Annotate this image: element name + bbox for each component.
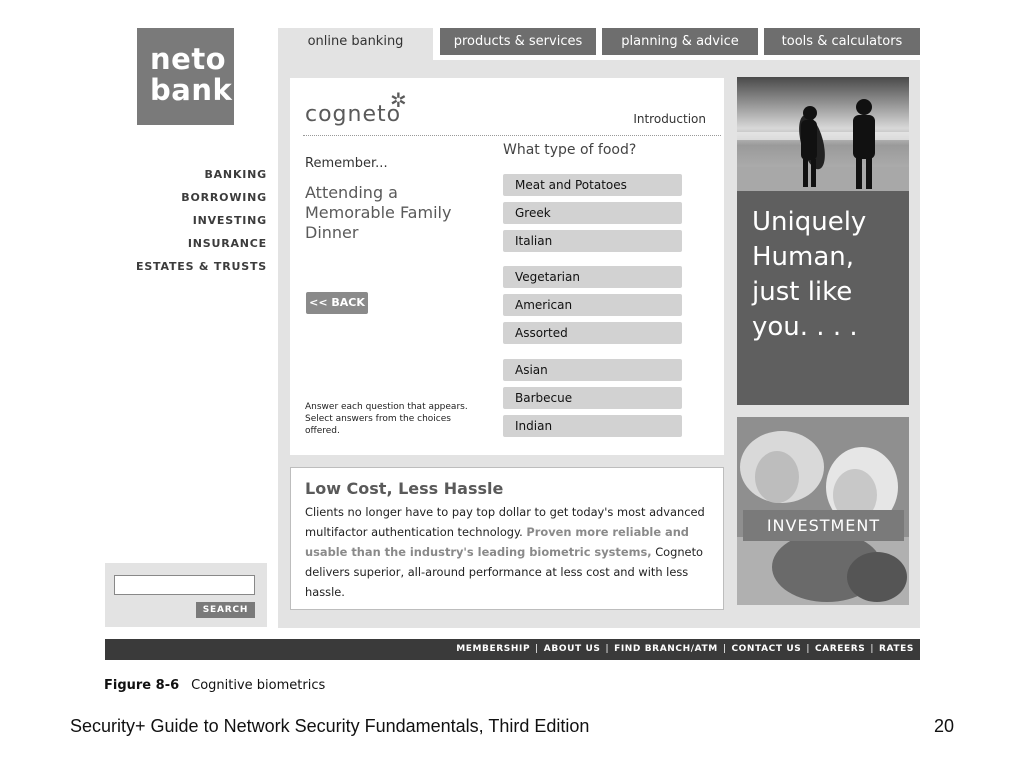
answer-option[interactable]: Asian (503, 359, 682, 381)
low-cost-text-2: Cogneto delivers superior, all-around performance at less cost and with less hassle. (305, 545, 704, 599)
tab-tools-calculators[interactable]: tools & calculators (764, 28, 920, 55)
sidenav-item-insurance[interactable]: INSURANCE (187, 237, 267, 250)
tab-planning-advice[interactable]: planning & advice (602, 28, 758, 55)
page-number: 20 (933, 716, 954, 736)
answer-option[interactable]: Assorted (503, 322, 682, 344)
netobank-logo[interactable] (137, 28, 234, 125)
tab-products-services[interactable]: products & services (440, 28, 596, 55)
footer-link-careers[interactable]: CAREERS (814, 644, 866, 654)
sidenav-item-investing[interactable]: INVESTING (192, 214, 267, 227)
answer-option[interactable]: Greek (503, 202, 682, 224)
sidenav-item-borrowing[interactable]: BORROWING (181, 191, 267, 204)
tab-online-banking[interactable]: online banking (278, 28, 433, 60)
divider (303, 135, 721, 136)
low-cost-text-1: Clients no longer have to pay top dollar to get today's most advanced multifactor authentication technology. (305, 505, 705, 539)
investment-link[interactable]: INVESTMENT (743, 510, 904, 541)
answer-option[interactable]: Vegetarian (503, 266, 682, 288)
footer-link-about-us[interactable]: ABOUT US (543, 644, 601, 654)
remember-label: Remember... (305, 156, 388, 171)
cogneto-star-icon: ✲ (390, 88, 407, 112)
sidenav-item-banking[interactable]: BANKING (204, 168, 267, 181)
figure-number: Figure 8-6 (104, 678, 180, 693)
logo-line2: bank (150, 73, 233, 107)
answer-option[interactable]: American (503, 294, 682, 316)
footer-link-contact-us[interactable]: CONTACT US (731, 644, 802, 654)
figure-caption (104, 678, 325, 693)
question-label: What type of food? (503, 142, 637, 158)
beach-surfers-image (737, 77, 909, 191)
search-input[interactable] (114, 575, 255, 595)
answer-option[interactable]: Meat and Potatoes (503, 174, 682, 196)
answer-option[interactable]: Barbecue (503, 387, 682, 409)
low-cost-title: Low Cost, Less Hassle (305, 479, 504, 498)
section-title: Introduction (633, 112, 706, 126)
slide-footer: Security+ Guide to Network Security Fundamentals, Third Edition (70, 716, 590, 736)
sidenav-item-estates-trusts[interactable]: ESTATES & TRUSTS (136, 260, 267, 273)
back-button[interactable]: << BACK (306, 292, 368, 314)
memory-prompt: Attending a Memorable Family Dinner (305, 183, 452, 242)
logo-line1: neto (150, 42, 227, 76)
side-nav (120, 168, 267, 283)
footer-link-rates[interactable]: RATES (879, 644, 914, 654)
help-text: Answer each question that appears. Select answers from the choices offered. (305, 402, 468, 436)
figure-caption-text: Cognitive biometrics (191, 678, 326, 693)
tagline-text: Uniquely Human, just like you. . . . (752, 207, 867, 342)
cogneto-logo: cogneto (305, 102, 402, 127)
answer-option[interactable]: Italian (503, 230, 682, 252)
footer-link-find-branch[interactable]: FIND BRANCH/ATM (614, 644, 718, 654)
low-cost-highlight: Proven more reliable and usable than the industry's leading biometric systems, (305, 525, 689, 559)
low-cost-body (305, 502, 715, 602)
answer-option[interactable]: Indian (503, 415, 682, 437)
search-button[interactable]: SEARCH (196, 602, 255, 618)
footer-link-membership[interactable]: MEMBERSHIP (456, 644, 531, 654)
footer-links: MEMBERSHIP | ABOUT US | FIND BRANCH/ATM | CONTACT US | CAREERS | RATES (456, 644, 914, 654)
